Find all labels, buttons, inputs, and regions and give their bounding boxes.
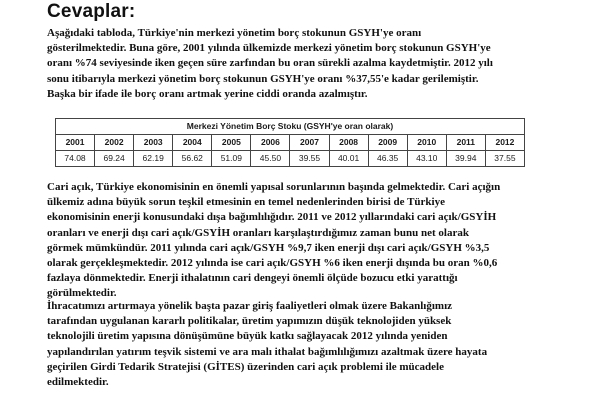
value-cell: 37.55 xyxy=(485,151,524,167)
paragraph-line: Cari açık, Türkiye ekonomisinin en önemli yapısal sorunlarının başında gelmektedir. Cari açığın xyxy=(47,181,501,193)
value-cell: 45.50 xyxy=(251,151,290,167)
value-cell: 40.01 xyxy=(329,151,368,167)
table-header-row xyxy=(56,135,525,151)
year-cell: 2001 xyxy=(56,135,95,151)
paragraph-line: sonu itibarıyla merkezi yönetim borç stokunun GSYH'ye oranı %37,55'e kadar gerilemiştir. xyxy=(47,72,479,85)
year-cell: 2012 xyxy=(485,135,524,151)
year-cell: 2003 xyxy=(134,135,173,151)
paragraph-line: ülkemiz adına büyük sorun teşkil etmesinin en temel nedenlerinden birisi de Türkiye xyxy=(47,196,445,209)
value-cell: 39.55 xyxy=(290,151,329,167)
value-cell: 62.19 xyxy=(134,151,173,167)
year-cell: 2005 xyxy=(212,135,251,151)
paragraph-line: teknolojili üretim yapısına dönüşümüne büyük katkı sağlayacak 2012 yılında yeniden xyxy=(47,330,448,343)
paragraph-line: yapılandırılan yatırım teşvik sistemi ve ara malı ithalat bağımlılığımızı azaltmak üzere hayata xyxy=(47,345,488,358)
year-cell: 2008 xyxy=(329,135,368,151)
paragraph-line: İhracatımızı artırmaya yönelik başta pazar giriş faaliyetleri olmak üzere Bakanlığımız xyxy=(47,300,453,312)
value-cell: 46.35 xyxy=(368,151,407,167)
page-heading: Cevaplar: xyxy=(47,1,136,22)
value-cell: 74.08 xyxy=(56,151,95,167)
paragraph-line: görmek mümkündür. 2011 yılında cari açık/GSYH %9,7 iken enerji dışı cari açık/GSYH %3,5 xyxy=(47,241,490,254)
paragraph-line: Başka bir ifade ile borç oranı artmak yerine ciddi oranda azalmıştır. xyxy=(47,87,368,100)
paragraph-line: edilmektedir. xyxy=(47,376,109,389)
value-cell: 43.10 xyxy=(407,151,446,167)
debt-stock-grid xyxy=(55,134,525,167)
paragraph-line: geçirilen Girdi Tedarik Stratejisi (GİTES) üzerinden cari açık problemi ile mücadele xyxy=(47,360,444,373)
value-cell: 39.94 xyxy=(446,151,485,167)
value-cell: 51.09 xyxy=(212,151,251,167)
year-cell: 2007 xyxy=(290,135,329,151)
paragraph-line: gösterilmektedir. Buna göre, 2001 yılında ülkemizde merkezi yönetim borç stokunun GSYH'ye xyxy=(47,42,491,55)
paragraph-current-account xyxy=(47,180,577,302)
value-cell: 56.62 xyxy=(173,151,212,167)
debt-stock-table xyxy=(55,118,525,167)
paragraph-line: ekonomisinin enerji konusundaki dışa bağımlılığıdır. 2011 ve 2012 yıllarındaki cari açık/GSYİH xyxy=(47,211,497,224)
paragraph-debt-stock xyxy=(47,26,577,102)
year-cell: 2004 xyxy=(173,135,212,151)
paragraph-line: fazlaya dönmektedir. Enerji ithalatının cari dengeyi önemli ölçüde bozucu etki yarattığı xyxy=(47,272,458,285)
paragraph-export-policy xyxy=(47,299,577,390)
paragraph-line: görülmektedir. xyxy=(47,287,117,300)
paragraph-line: Aşağıdaki tabloda, Türkiye'nin merkezi yönetim borç stokunun GSYH'ye oranı xyxy=(47,27,422,39)
year-cell: 2011 xyxy=(446,135,485,151)
paragraph-line: tarafından uygulanan kararlı politikalar, üretim yapımızın düşük teknolojiden yüksek xyxy=(47,315,452,328)
table-row xyxy=(56,151,525,167)
paragraph-line: olarak gerçekleşmektedir. 2012 yılında ise cari açık/GSYH %6 iken enerji dışında bu oran %0,6 xyxy=(47,257,498,270)
value-cell: 69.24 xyxy=(95,151,134,167)
year-cell: 2006 xyxy=(251,135,290,151)
year-cell: 2010 xyxy=(407,135,446,151)
year-cell: 2002 xyxy=(95,135,134,151)
paragraph-line: oranları ve enerji dışı cari açık/GSYİH oranları karşılaştırdığımız zaman bunu net olarak xyxy=(47,226,469,239)
paragraph-line: oranı %74 seviyesinde iken geçen süre zarfından bu oran sürekli azalma kaydetmiştir. 2012 yılı xyxy=(47,57,493,70)
table-title: Merkezi Yönetim Borç Stoku (GSYH'ye oran olarak) xyxy=(55,118,525,134)
year-cell: 2009 xyxy=(368,135,407,151)
